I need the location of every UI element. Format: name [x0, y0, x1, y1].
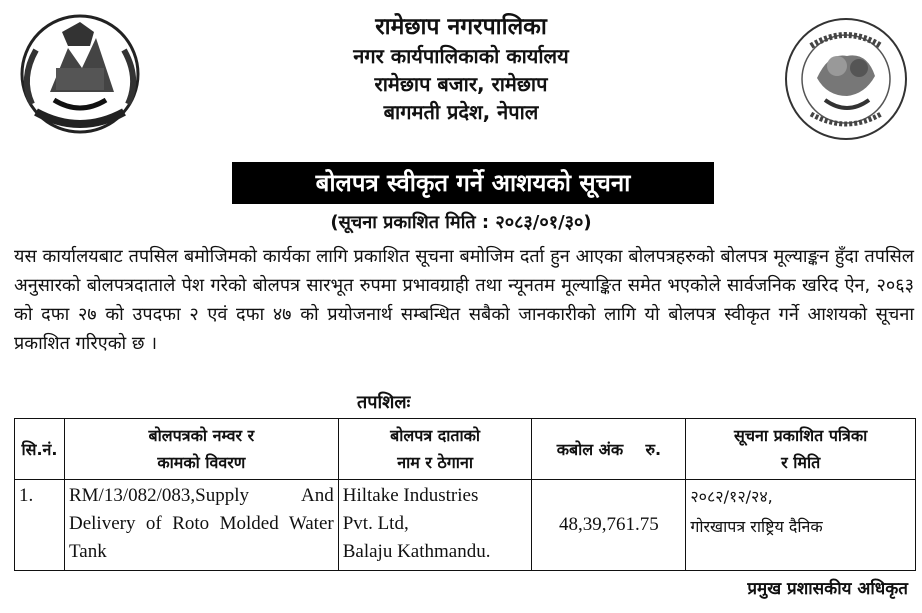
- bid-details-table: [14, 418, 916, 571]
- province-country: बागमती प्रदेश, नेपाल: [383, 100, 539, 124]
- cell-work-description: RM/13/082/083,Supply And Delivery of Roto Molded Water Tank: [64, 480, 338, 571]
- signatory-title: प्रमुख प्रशासकीय अधिकृत: [747, 579, 908, 599]
- notice-body: यस कार्यालयबाट तपसिल बमोजिमको कार्यका लागि प्रकाशित सूचना बमोजिम दर्ता हुन आएका बोलपत्रहरुको बोलपत्र मूल्याङ्कन हुँदा तपसिल अनुसारको बोलपत्रदाताले पेश गरेको बोलपत्र सारभूत रुपमा प्रभावग्राही तथा न्यूनतम मूल्याङ्कित समेत भएकोले सार्वजनिक खरिद ऐन, २०६३ को दफा २७ को उपदफा २ एवं दफा ४७ को प्रयोजनार्थ सम्बन्धित सबैको जानकारीको लागि यो बोलपत्र स्वीकृत गर्ने आशयको सूचना प्रकाशित गरिएको छ ।: [14, 246, 914, 354]
- cell-serial-no: 1.: [15, 480, 65, 571]
- header-bid-number-work: बोलपत्रको नम्वर र कामको विवरण: [64, 419, 338, 480]
- municipality-name: रामेछाप नगरपालिका: [375, 14, 547, 40]
- header-publication: सूचना प्रकाशित पत्रिका र मिति: [686, 419, 916, 480]
- office-header: [0, 12, 922, 126]
- office-address: रामेछाप बजार, रामेछाप: [374, 72, 548, 96]
- cell-publication: २०८२/१२/२४, गोरखापत्र राष्ट्रिय दैनिक: [686, 480, 916, 571]
- details-heading: तपशिलः: [357, 392, 411, 413]
- cell-bidder: Hiltake Industries Pvt. Ltd, Balaju Kathmandu.: [338, 480, 532, 571]
- cell-amount: 48,39,761.75: [532, 480, 686, 571]
- publication-date: (सूचना प्रकाशित मिति : २०८३/०१/३०): [330, 212, 592, 233]
- header-bidder-name-address: बोलपत्र दाताको नाम र ठेगाना: [338, 419, 532, 480]
- notice-title: बोलपत्र स्वीकृत गर्ने आशयको सूचना: [232, 162, 714, 204]
- office-name: नगर कार्यपालिकाको कार्यालय: [353, 44, 569, 68]
- header-bid-amount: कबोल अंक रु.: [532, 419, 686, 480]
- table-header-row: [15, 419, 916, 480]
- header-serial-no: सि.नं.: [15, 419, 65, 480]
- table-row: [15, 480, 916, 571]
